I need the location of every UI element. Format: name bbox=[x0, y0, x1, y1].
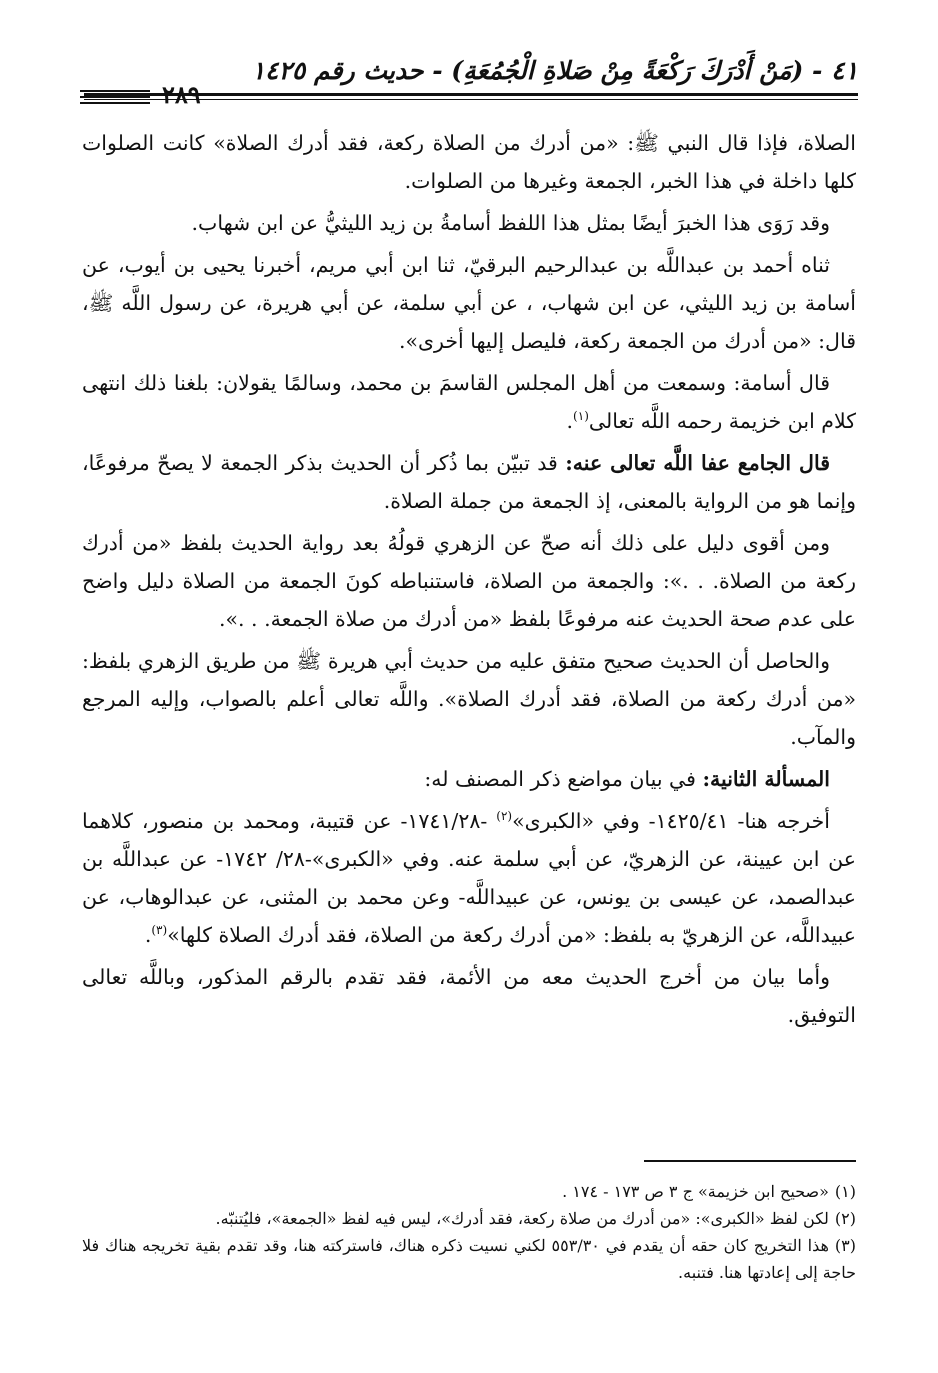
paragraph-text: أخرجه هنا- ١٤٢٥/٤١- وفي «الكبرى» bbox=[512, 809, 830, 833]
masala-label: المسألة الثانية: bbox=[702, 767, 830, 791]
footnotes bbox=[82, 1178, 856, 1286]
paragraph: الصلاة، فإذا قال النبي ﷺ: «من أدرك من الصلاة ركعة، فقد أدرك الصلاة» كانت الصلوات كلها داخلة في هذا الخبر، الجمعة وغيرها من الصلوات. bbox=[82, 131, 856, 193]
footnote-ref[interactable]: (٣) bbox=[151, 923, 168, 938]
footnote-ref[interactable]: (١) bbox=[573, 409, 589, 424]
footnote-separator bbox=[644, 1160, 856, 1162]
footnote bbox=[82, 1205, 856, 1232]
paragraph: والحاصل أن الحديث صحيح متفق عليه من حديث أبي هريرة ﷺ من طريق الزهري بلفظ: «من أدرك ركعة من الصلاة، فقد أدرك الصلاة». واللَّه تعالى أعلم بالصواب، وإليه المرجع والمآب. bbox=[82, 649, 856, 749]
footnote-ref[interactable]: (٢) bbox=[496, 809, 513, 824]
footnote-text: لكن لفظ «الكبرى»: «من أدرك من صلاة ركعة، فقد أدرك»، ليس فيه لفظ «الجمعة»، فليُتنبّه. bbox=[215, 1209, 829, 1228]
page-number: ٢٨٩ bbox=[162, 80, 201, 109]
paragraph bbox=[82, 444, 856, 520]
paragraph bbox=[82, 760, 856, 798]
paragraph bbox=[82, 802, 856, 954]
footnote-number: (٣) bbox=[834, 1236, 856, 1255]
paragraph-text: -١٧٤١/٢٨- عن قتيبة، ومحمد بن منصور، كلاهما عن ابن عيينة، عن الزهريّ، عن أبي سلمة عنه. وفي «الكبرى»-٢٨/ ١٧٤٢- عن عبداللَّه بن عبدالصمد، عن عيسى بن يونس، عن عبيداللَّه- وعن محمد بن المثنى، عن عبدالوهاب، عن عبيداللَّه، عن الزهريّ به بلفظ: «من أدرك ركعة من الصلاة، فقد أدرك الصلاة كلها» bbox=[82, 809, 856, 947]
page-number-rules bbox=[80, 90, 150, 108]
footnote bbox=[82, 1232, 856, 1286]
main-text bbox=[82, 124, 856, 1038]
running-title: ٤١ - (مَنْ أَدْرَكَ رَكْعَةً مِنْ صَلاةِ الْجُمُعَةِ) - حديث رقم ١٤٢٥ bbox=[251, 56, 858, 85]
footnote-number: (١) bbox=[834, 1182, 856, 1201]
paragraph-text: في بيان مواضع ذكر المصنف له: bbox=[424, 767, 696, 791]
paragraph: ثناه أحمد بن عبداللَّه بن عبدالرحيم البرقيّ، ثنا ابن أبي مريم، أخبرنا يحيى بن أيوب، عن أسامة بن زيد الليثي، عن ابن شهاب، ، عن أبي سلمة، عن أبي هريرة، عن رسول اللَّه ﷺ، قال: «من أدرك من الجمعة ركعة، فليصل إليها أخرى». bbox=[82, 253, 856, 353]
paragraph bbox=[82, 364, 856, 440]
paragraph: وأما بيان من أخرج الحديث معه من الأئمة، فقد تقدم بالرقم المذكور، وباللَّه تعالى التوفيق. bbox=[82, 965, 856, 1027]
footnote-number: (٢) bbox=[834, 1209, 856, 1228]
paragraph: وقد رَوَى هذا الخبرَ أيضًا بمثل هذا اللفظ أسامةُ بن زيد الليثيُّ عن ابن شهاب. bbox=[191, 211, 830, 235]
footnote-text: هذا التخريج كان حقه أن يقدم في ٥٥٣/٣٠ لكني نسيت ذكره هناك، فاستركته هنا، وقد تقدم بقية تخريجه هناك فلا حاجة إلى إعادتها هنا. فتنبه. bbox=[82, 1236, 856, 1282]
paragraph: ومن أقوى دليل على ذلك أنه صحّ عن الزهري قولُهُ بعد رواية الحديث بلفظ «من أدرك ركعة من الصلاة. . .»: والجمعة من الصلاة، فاستنباطه كونَ الجمعة من الصلاة دليل واضح على عدم صحة الحديث عنه مرفوعًا بلفظ «من أدرك من صلاة الجمعة. . .». bbox=[82, 531, 856, 631]
paragraph-text: قد تبيّن بما ذُكر أن الحديث بذكر الجمعة لا يصحّ مرفوعًا، وإنما هو من الرواية بالمعنى، إذ الجمعة من جملة الصلاة. bbox=[82, 451, 856, 513]
footnote-text: «صحيح ابن خزيمة» ج ٣ ص ١٧٣ - ١٧٤ . bbox=[562, 1182, 829, 1201]
paragraph-text: قال أسامة: وسمعت من أهل المجلس القاسمَ بن محمد، وسالمًا يقولان: بلغنا ذلك انتهى كلام ابن خزيمة رحمه اللَّه تعالى bbox=[82, 371, 856, 433]
paragraph-end: . bbox=[144, 923, 152, 947]
jami-label: قال الجامع عفا اللَّه تعالى عنه: bbox=[565, 451, 830, 475]
footnote bbox=[82, 1178, 856, 1205]
page-header bbox=[80, 50, 858, 110]
paragraph-end: . bbox=[566, 409, 574, 433]
